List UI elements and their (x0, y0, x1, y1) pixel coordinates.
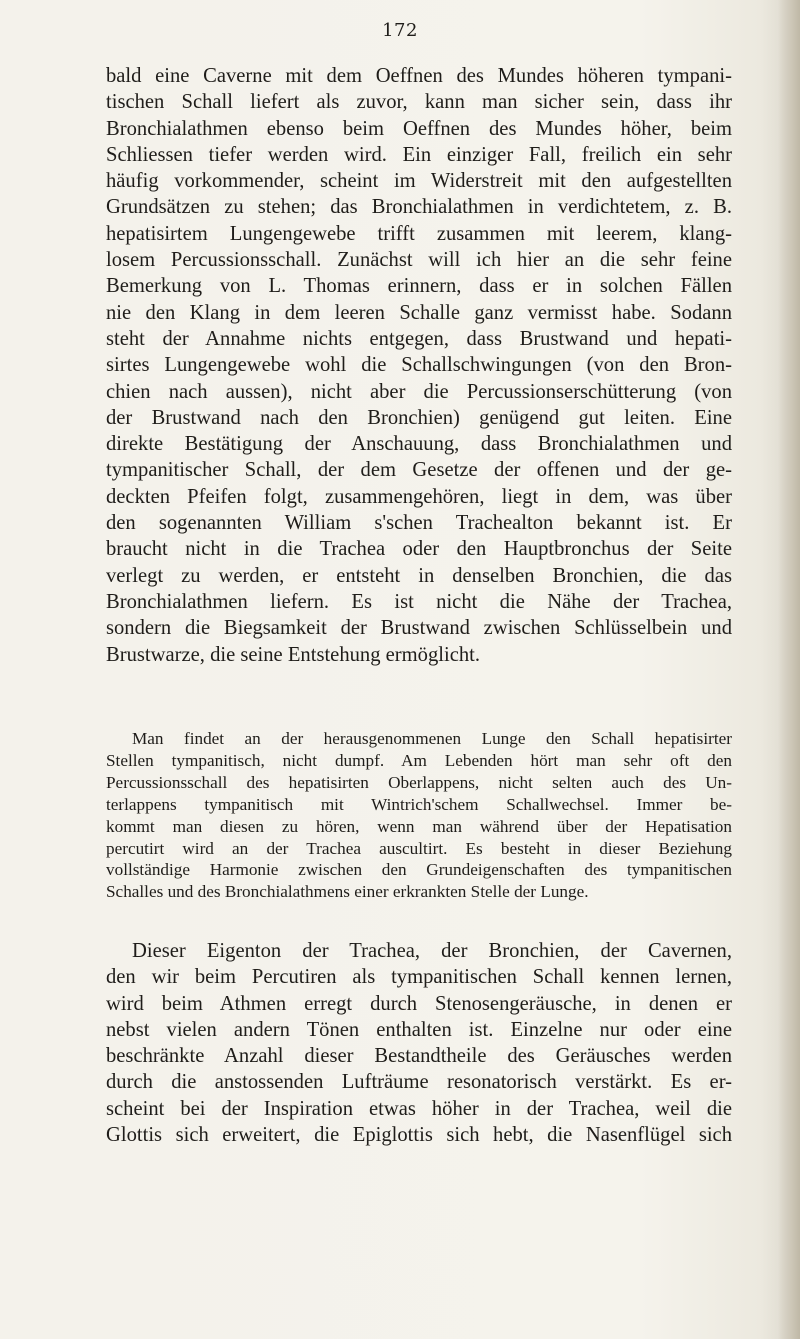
text-line: deckten Pfeifen folgt, zusammengehören, liegt in dem, was über (106, 485, 732, 508)
text-line: beschränkte Anzahl dieser Bestandtheile des Geräusches werden (106, 1045, 732, 1068)
text-line: direkte Bestätigung der Anschauung, dass Bronchialathmen und (106, 433, 732, 456)
page-edge-shadow (778, 0, 800, 1339)
text-line: Brustwarze, die seine Entstehung ermöglicht. (106, 643, 481, 666)
text-line: nebst vielen andern Tönen enthalten ist. Einzelne nur oder eine (106, 1018, 732, 1041)
text-line: vollständige Harmonie zwischen den Grundeigenschaften des tympanitischen (106, 860, 732, 880)
text-line: nie den Klang in dem leeren Schalle ganz vermisst habe. Sodann (106, 301, 732, 324)
text-line: häufig vorkommender, scheint im Widerstreit mit den aufgestellten (106, 170, 732, 193)
text-line: den sogenannten William s'schen Trachealton bekannt ist. Er (106, 512, 732, 535)
page-number: 172 (382, 20, 418, 41)
text-line: verlegt zu werden, er entsteht in denselben Bronchien, die das (106, 564, 732, 587)
text-line: kommt man diesen zu hören, wenn man während über der Hepatisation (106, 816, 732, 836)
text-line: der Brustwand nach den Bronchien) genügend gut leiten. Eine (106, 406, 732, 429)
text-line: Glottis sich erweitert, die Epiglottis sich hebt, die Nasenflügel sich (106, 1124, 732, 1147)
text-line: steht der Annahme nichts entgegen, dass Brustwand und hepati- (106, 327, 732, 350)
text-line: wird beim Athmen erregt durch Stenosengeräusche, in denen er (106, 992, 732, 1015)
text-line: durch die anstossenden Lufträume resonatorisch verstärkt. Es er- (106, 1071, 732, 1094)
paragraph-trachea-eigenton (106, 938, 732, 1148)
text-line: tischen Schall liefert als zuvor, kann man sicher sein, dass ihr (106, 91, 732, 114)
text-line: chien nach aussen), nicht aber die Percussionserschütterung (von (106, 380, 732, 403)
text-line: Bronchialathmen ebenso beim Oeffnen des Mundes höher, beim (106, 117, 732, 140)
text-line: Bemerkung von L. Thomas erinnern, dass er in solchen Fällen (106, 275, 732, 298)
text-line: braucht nicht in die Trachea oder den Hauptbronchus der Seite (106, 538, 732, 561)
text-line: sirtes Lungengewebe wohl die Schallschwingungen (von den Bron- (106, 354, 732, 377)
text-line: Schliessen tiefer werden wird. Ein einziger Fall, freilich ein sehr (106, 143, 732, 166)
text-line: bald eine Caverne mit dem Oeffnen des Mundes höheren tympani- (106, 65, 732, 87)
paragraph-bronchial-breathing (106, 63, 732, 668)
text-line: Schalles und des Bronchialathmens einer erkrankten Stelle der Lunge. (106, 882, 589, 902)
text-line: Man findet an der herausgenommenen Lunge den Schall hepatisirter (132, 729, 732, 748)
text-line: losem Percussionsschall. Zunächst will ich hier an die sehr feine (106, 249, 732, 272)
text-line: Stellen tympanitisch, nicht dumpf. Am Lebenden hört man sehr oft den (106, 750, 732, 770)
text-line: Bronchialathmen liefern. Es ist nicht die Nähe der Trachea, (106, 590, 732, 613)
text-line: sondern die Biegsamkeit der Brustwand zwischen Schlüsselbein und (106, 617, 732, 640)
text-line: Grundsätzen zu stehen; das Bronchialathmen in verdichtetem, z. B. (106, 196, 732, 219)
text-line: Dieser Eigenton der Trachea, der Bronchien, der Cavernen, (132, 940, 732, 962)
paragraph-small-print-note (106, 728, 732, 903)
text-line: hepatisirtem Lungengewebe trifft zusammen mit leerem, klang- (106, 222, 732, 245)
text-line: tympanitischer Schall, der dem Gesetze der offenen und der ge- (106, 459, 732, 482)
text-line: terlappens tympanitisch mit Wintrich'schem Schallwechsel. Immer be- (106, 794, 732, 814)
text-line: scheint bei der Inspiration etwas höher in der Trachea, weil die (106, 1097, 732, 1120)
text-line: percutirt wird an der Trachea auscultirt. Es besteht in dieser Beziehung (106, 838, 732, 858)
text-line: den wir beim Percutiren als tympanitischen Schall kennen lernen, (106, 966, 732, 989)
text-line: Percussionsschall des hepatisirten Oberlappens, nicht selten auch des Un- (106, 772, 732, 792)
